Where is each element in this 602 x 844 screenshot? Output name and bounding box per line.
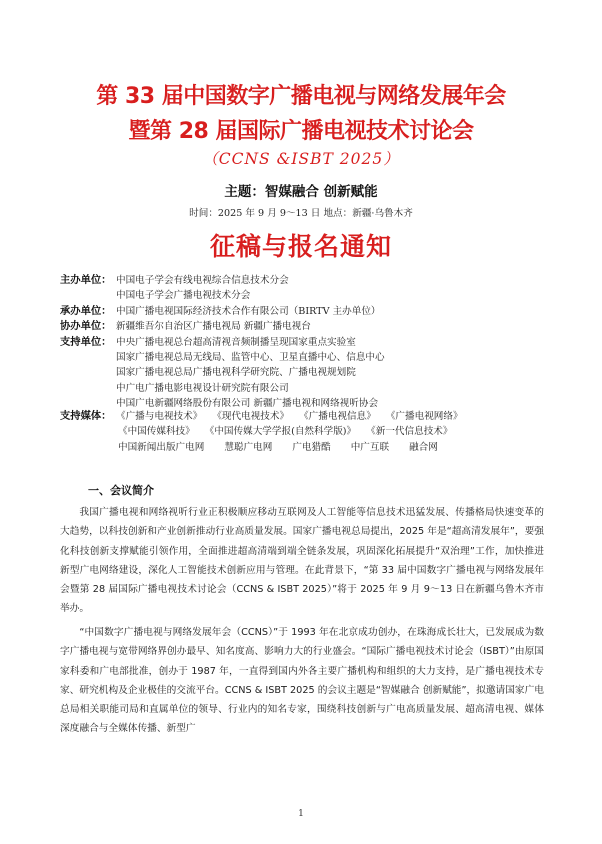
media-item: 《现代电视技术》: [212, 411, 290, 422]
organizers-block: [60, 273, 550, 412]
organizer-label: 主办单位：: [60, 274, 112, 286]
media-item: 融合网: [409, 441, 438, 453]
intro-paragraph-1: 我国广播电视和网络视听行业正积极顺应移动互联网及人工智能等信息技术迅猛发展、传播格局快速变革的大趋势，以科技创新和产业创新推动行业高质量发展。国家广播电视总局提出，2025 年是“超高清发展年”，要强化科技创新支撑赋能引领作用，全面推进超高清端到端全链条发展，巩固深化拓展提升“双治理”工作，加快推进新型广电网络建设，深化人工智能技术创新应用与管理。在此背景下，“第 33 届中国数字广播电视与网络发展年会暨第 28 届国际广播电视技术讨论会（CCNS & ISBT 2025）”将于 2025 年 9 月 9～13 日在新疆乌鲁木齐市举办。: [60, 507, 544, 615]
media-item: 《中国传媒大学学报(自然科学版)》: [204, 426, 357, 438]
conference-title-line2: 暨第 28 届国际广播电视技术讨论会: [128, 119, 474, 144]
conference-title-line1: 第 33 届中国数字广播电视与网络发展年会: [96, 84, 506, 109]
conference-abbreviation: （CCNS &ISBT 2025）: [202, 150, 400, 168]
organizer-label: 支持单位：: [60, 335, 112, 348]
organizer-line: 中国电子学会广播电视技术分会: [116, 290, 251, 302]
media-item: 《广播电视网络》: [385, 411, 463, 422]
page-number: 1: [298, 809, 304, 819]
media-label: 支持媒体：: [60, 410, 112, 422]
media-item: 《广播电视信息》: [299, 411, 376, 422]
organizer-line: 中国电子学会有线电视综合信息技术分会: [116, 275, 289, 286]
organizer-line: 中央广播电视总台超高清视音频制播呈现国家重点实验室: [116, 336, 356, 348]
media-item: 《中国传媒科技》: [118, 426, 195, 438]
organizer-line: 中国广电新疆网络股份有限公司 新疆广播电视和网络视听协会: [116, 398, 379, 410]
organizer-row-co-organizer: [60, 319, 550, 334]
media-item: 广电猎酷: [292, 441, 331, 453]
media-item: 中广互联: [350, 441, 390, 453]
media-item: 《新一代信息技术》: [366, 426, 453, 438]
media-item: 中国新闻出版广电网: [118, 441, 205, 453]
time-and-place: 时间：2025 年 9 月 9～13 日 地点：新疆·乌鲁木齐: [189, 208, 413, 219]
organizer-label: 协办单位：: [60, 320, 112, 333]
media-item: 慧聪广电网: [224, 441, 273, 453]
media-item: 《广播与电视技术》: [116, 411, 203, 422]
organizer-row-host: [60, 273, 550, 304]
organizer-line: 中国广播电视国际经济技术合作有限公司（BIRTV 主办单位）: [116, 305, 381, 317]
conference-theme: 主题：智媒融合 创新赋能: [224, 184, 378, 200]
support-media-block: [60, 409, 550, 455]
organizer-label: 承办单位：: [60, 304, 112, 317]
organizer-line: 中广电广播电影电视设计研究院有限公司: [116, 382, 289, 394]
organizer-row-supporter: [60, 335, 550, 412]
organizer-row-undertaker: [60, 304, 550, 319]
section-heading-introduction: 一、会议简介: [88, 484, 154, 497]
organizer-line: 国家广播电视总局无线局、监管中心、卫星直播中心、信息中心: [116, 352, 385, 364]
intro-paragraph-2: “中国数字广播电视与网络发展年会（CCNS）”于 1993 年在北京成功创办，在珠海成长壮大，已发展成为数字广播电视与宽带网络界创办最早、知名度高、影响力大的行业盛会。“国际广播电视技术讨论会（ISBT）”由原国家科委和广电部批准，创办于 1987 年，一直得到国内外各主要广播机构和组织的大力支持，是广播电视技术专家、研究机构及企业极佳的交流平台。CCNS & ISBT 2025 的会议主题是“智媒融合 创新赋能”，拟邀请国家广电总局相关职能司局和直属单位的领导、行业内的知名专家，围绕科技创新与广电高质量发展、超高清电视、媒体深度融合与全媒体传播、新型广: [60, 627, 544, 735]
notice-title: 征稿与报名通知: [209, 232, 392, 261]
organizer-line: 国家广播电视总局广播电视科学研究院、广播电视规划院: [116, 367, 356, 379]
organizer-line: 新疆维吾尔自治区广播电视局 新疆广播电视台: [116, 321, 311, 333]
